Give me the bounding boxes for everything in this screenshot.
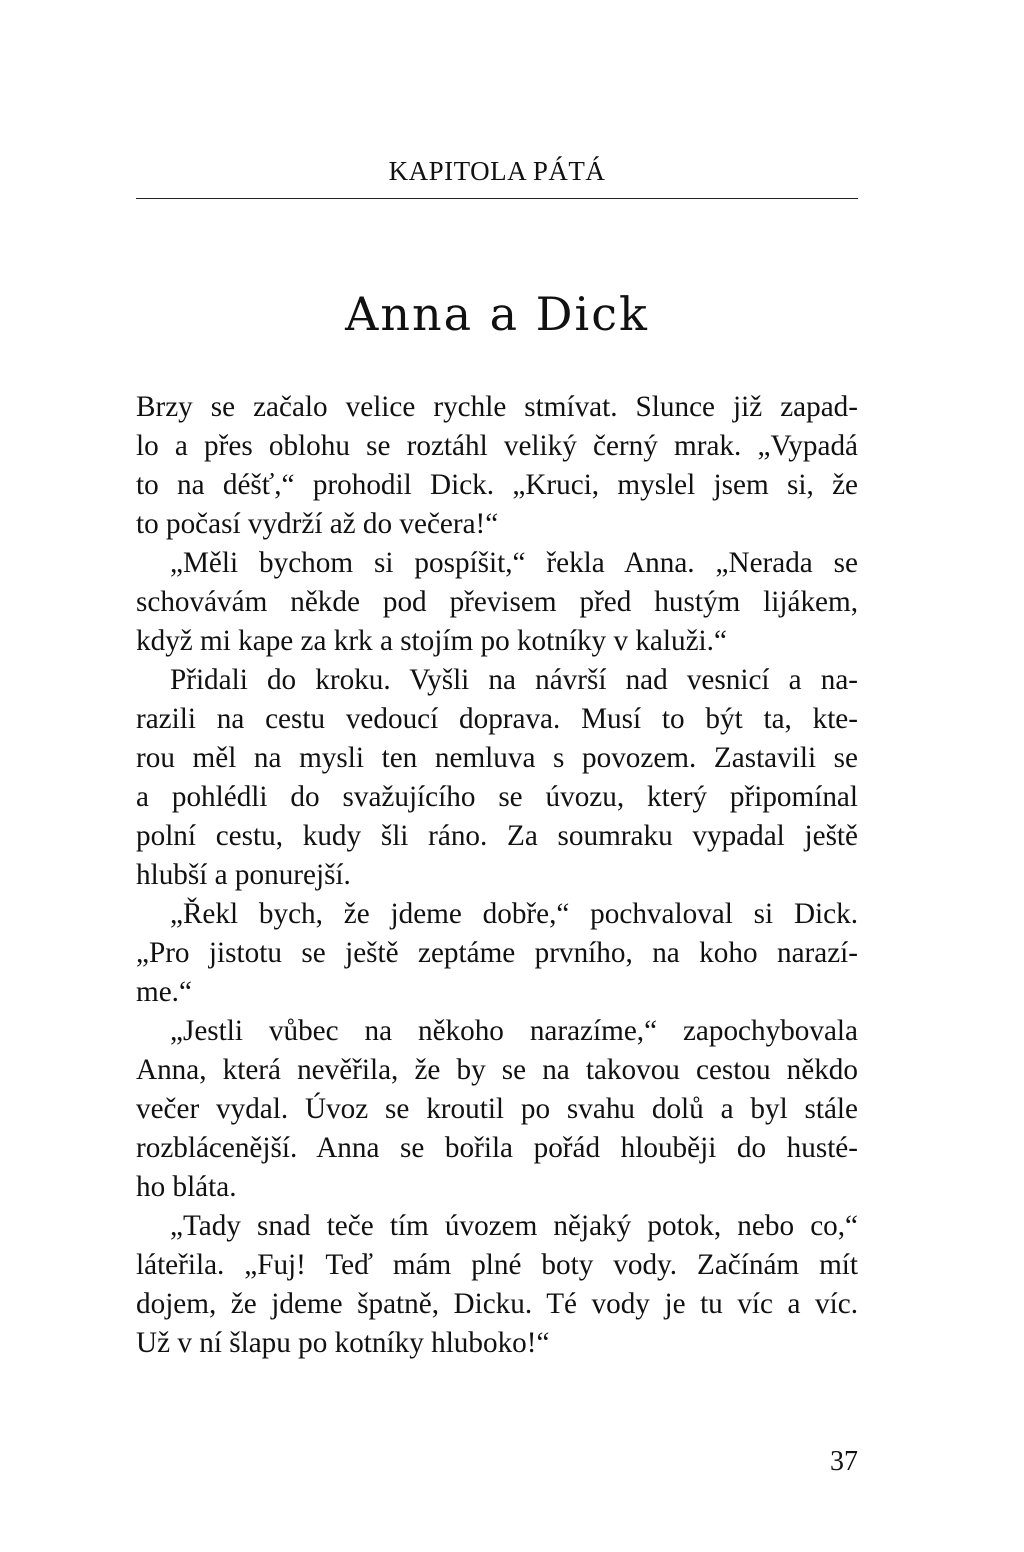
paragraph <box>136 1012 858 1207</box>
text-line: „Tady snad teče tím úvozem nějaký potok, nebo co,“ <box>170 1210 858 1242</box>
text-line: razili na cestu vedoucí doprava. Musí to být ta, kte- <box>136 703 858 735</box>
text-line: „Řekl bych, že jdeme dobře,“ pochvaloval si Dick. <box>170 898 858 930</box>
body-text <box>136 388 858 1363</box>
text-line: večer vydal. Úvoz se kroutil po svahu dolů a byl stále <box>136 1093 858 1125</box>
text-line: láteřila. „Fuj! Teď mám plné boty vody. Začínám mít <box>136 1249 858 1281</box>
text-line: Brzy se začalo velice rychle stmívat. Slunce již zapad- <box>136 391 858 423</box>
text-line: a pohlédli do svažujícího se úvozu, který připomínal <box>136 781 858 813</box>
text-line: to počasí vydrží až do večera!“ <box>136 508 499 540</box>
text-line: ho bláta. <box>136 1171 237 1203</box>
text-line: dojem, že jdeme špatně, Dicku. Té vody je tu víc a víc. <box>136 1288 858 1320</box>
text-line: lo a přes oblohu se roztáhl veliký černý mrak. „Vypadá <box>136 430 858 462</box>
text-line: polní cestu, kudy šli ráno. Za soumraku vypadal ještě <box>136 820 858 852</box>
text-line: me.“ <box>136 976 192 1008</box>
paragraph <box>136 895 858 1012</box>
paragraph <box>136 388 858 544</box>
text-line: „Měli bychom si pospíšit,“ řekla Anna. „Nerada se <box>170 547 858 579</box>
running-head: KAPITOLA PÁTÁ <box>388 156 606 186</box>
chapter-title: Anna a Dick <box>345 287 649 341</box>
text-line: když mi kape za krk a stojím po kotníky v kaluži.“ <box>136 625 727 657</box>
paragraph <box>136 544 858 661</box>
text-line: to na déšť,“ prohodil Dick. „Kruci, myslel jsem si, že <box>136 469 858 501</box>
paragraph <box>136 1207 858 1363</box>
header-rule <box>136 198 858 199</box>
text-line: „Pro jistotu se ještě zeptáme prvního, na koho narazí- <box>136 937 858 969</box>
text-line: Anna, která nevěřila, že by se na takovou cestou někdo <box>136 1054 858 1086</box>
text-line: rozbláceněјší. Anna se bořila pořád hlouběji do husté- <box>136 1132 858 1164</box>
paragraph <box>136 661 858 895</box>
text-line: hlubší a ponurejší. <box>136 859 351 891</box>
text-line: rou měl na mysli ten nemluva s povozem. Zastavili se <box>136 742 858 774</box>
text-line: Už v ní šlapu po kotníky hluboko!“ <box>136 1327 550 1359</box>
text-line: schovávám někde pod převisem před hustým lijákem, <box>136 586 858 618</box>
text-line: Přidali do kroku. Vyšli na návrší nad vesnicí a na- <box>170 664 858 696</box>
page-number: 37 <box>830 1446 858 1477</box>
text-line: „Jestli vůbec na někoho narazíme,“ zapochybovala <box>170 1015 858 1047</box>
